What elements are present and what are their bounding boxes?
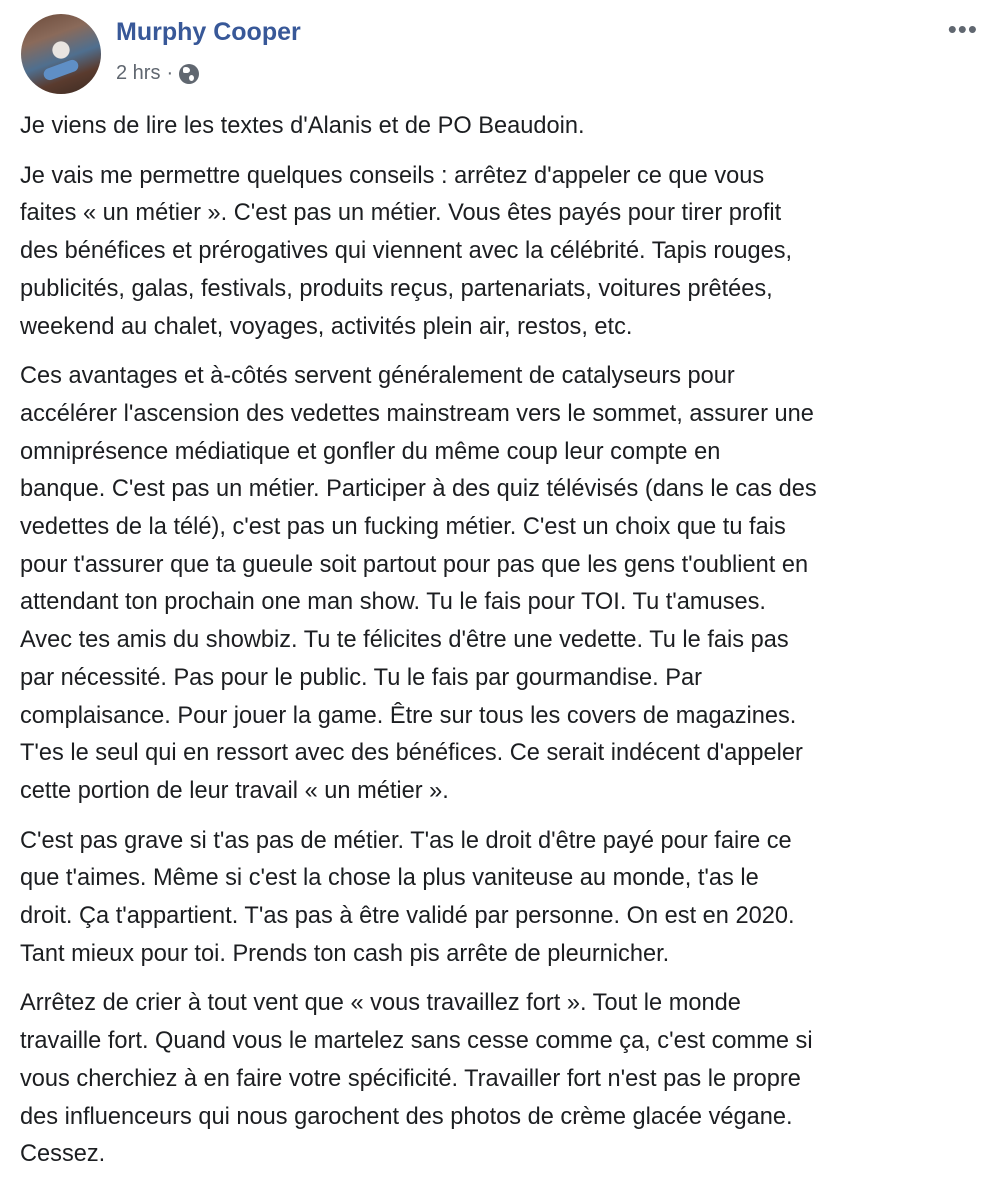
paragraph-line: Arrêtez de crier à tout vent que « vous travaillez fort ». Tout le monde — [20, 990, 741, 1017]
paragraph-line: Je viens de lire les textes d'Alanis et de PO Beaudoin. — [20, 113, 585, 139]
post-header — [0, 0, 990, 108]
paragraph-line: des bénéfices et prérogatives qui viennent avec la célébrité. Tapis rouges, — [20, 238, 793, 265]
author-name[interactable]: Murphy Cooper — [116, 18, 301, 46]
paragraph-line: T'es le seul qui en ressort avec des bénéfices. Ce serait indécent d'appeler — [20, 740, 803, 767]
paragraph-line: vedettes de la télé), c'est pas un fucking métier. C'est un choix que tu fais — [20, 514, 786, 541]
paragraph-line: par nécessité. Pas pour le public. Tu le fais par gourmandise. Par — [20, 664, 702, 691]
avatar[interactable] — [21, 14, 101, 94]
paragraph-line: Cessez. — [20, 1141, 106, 1168]
paragraph-line: travaille fort. Quand vous le martelez sans cesse comme ça, c'est comme si — [20, 1028, 813, 1055]
paragraph-line: complaisance. Pour jouer la game. Être sur tous les covers de magazines. — [20, 702, 797, 729]
post-paragraph — [20, 823, 970, 974]
paragraph-line: accélérer l'ascension des vedettes mainstream vers le sommet, assurer une — [20, 400, 814, 427]
paragraph-line: C'est pas grave si t'as pas de métier. T'as le droit d'être payé pour faire ce — [20, 827, 792, 854]
post-paragraph — [20, 108, 970, 146]
paragraph-line: pour t'assurer que ta gueule soit partout pour pas que les gens t'oublient en — [20, 551, 809, 578]
paragraph-line: attendant ton prochain one man show. Tu le fais pour TOI. Tu t'amuses. — [20, 589, 766, 616]
paragraph-line: Je vais me permettre quelques conseils : arrêtez d'appeler ce que vous — [20, 162, 765, 189]
paragraph-line: vous cherchiez à en faire votre spécificité. Travailler fort n'est pas le propre — [20, 1065, 801, 1092]
more-options-button[interactable]: ••• — [947, 14, 978, 44]
globe-icon[interactable] — [179, 64, 199, 84]
avatar-photo-detail — [42, 58, 80, 82]
paragraph-line: des influenceurs qui nous garochent des photos de crème glacée végane. — [20, 1103, 793, 1130]
post-meta — [116, 62, 199, 85]
paragraph-line: banque. C'est pas un métier. Participer à des quiz télévisés (dans le cas des — [20, 476, 817, 503]
post-body — [0, 108, 990, 1174]
paragraph-line: Avec tes amis du showbiz. Tu te félicites d'être une vedette. Tu le fais pas — [20, 627, 789, 654]
paragraph-line: weekend au chalet, voyages, activités plein air, restos, etc. — [20, 313, 633, 340]
post-paragraph — [20, 158, 970, 347]
paragraph-line: omniprésence médiatique et gonfler du même coup leur compte en — [20, 438, 721, 465]
paragraph-line: que t'aimes. Même si c'est la chose la plus vaniteuse au monde, t'as le — [20, 865, 759, 892]
timestamp[interactable]: 2 hrs — [116, 62, 161, 84]
paragraph-line: cette portion de leur travail « un métier ». — [20, 777, 449, 804]
paragraph-line: Ces avantages et à-côtés servent généralement de catalyseurs pour — [20, 363, 735, 390]
post-paragraph — [20, 985, 970, 1174]
paragraph-line: Tant mieux pour toi. Prends ton cash pis arrête de pleurnicher. — [20, 940, 670, 967]
paragraph-line: publicités, galas, festivals, produits reçus, partenariats, voitures prêtées, — [20, 275, 773, 302]
meta-separator: · — [166, 62, 174, 84]
post-paragraph — [20, 358, 970, 810]
paragraph-line: droit. Ça t'appartient. T'as pas à être validé par personne. On est en 2020. — [20, 903, 795, 930]
paragraph-line: faites « un métier ». C'est pas un métier. Vous êtes payés pour tirer profit — [20, 200, 782, 227]
